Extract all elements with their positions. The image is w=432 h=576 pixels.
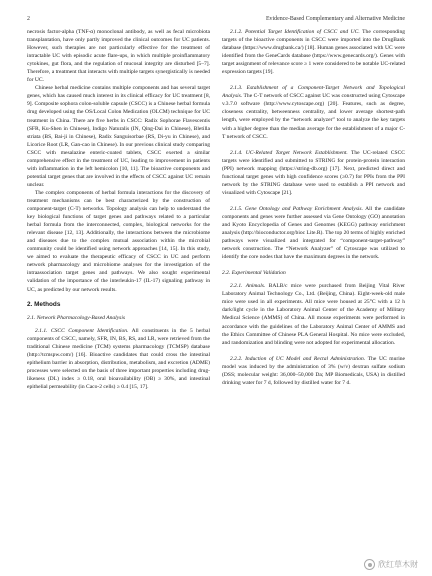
left-column	[27, 28, 210, 556]
watermark	[364, 559, 418, 570]
subsection-heading-2-2: 2.2. Experimental Validation	[222, 270, 286, 277]
paragraph-2-2-2	[222, 355, 405, 387]
paragraph-2-2-1-body: BALB/c mice were purchased from Beijing Vital River Laboratory Animal Technology Co., Ltd. (Beijing, China). Eight-week-old male mice were used in all experiments. All mice were housed at 25°C with a 12 h dark/light cycle in the Laboratory Animal Center of the Academy of Military Medical Science (AMMS) of China. All mouse experiments were performed in accordance with the guidelines of the Laboratory Animal Center of AMMS and the Ethics Committee of Chinese PLA General Hospital. No mice were excluded, and randomization and blinding were not adopted for experimental allocation.	[222, 283, 405, 346]
paragraph-2-1-3	[222, 84, 405, 140]
paragraph-2-1-2-lead: 2.1.2. Potential Target Identification of CSCC and UC.	[230, 29, 360, 35]
paragraph-2-1-5-lead: 2.1.5. Gene Ontology and Pathway Enrichment Analysis.	[230, 205, 363, 212]
paragraph-2-1-1-lead: 2.1.1. CSCC Component Identification.	[35, 327, 129, 334]
intro-paragraph-3: The complex components of herbal formula interactions for the discovery of treatment mechanisms can be best characterized by the construction of component-target (C-T) networks. Topology analysis can help to understand the key biological functions of target genes and pathways related to a particular herbal formula from the interconnected, complex, biological networks for the relevant disease [12, 13]. Additionally, the interactions between the microbiome and diseases due to the complex mutual association within the microbial community could be identified using network approaches [14, 15]. In this study, we aimed to evaluate the therapeutic efficacy of CSCC in UC and perform network pharmacology and microbiome analyses for the investigation of the intraassociation target genes and pathways. We also sought experimental validation of the importance of the interleukin-17 (IL-17) signaling pathway in UC, as predicted by our network results.	[27, 189, 210, 293]
paragraph-2-2-1-lead: 2.2.1. Animals.	[230, 283, 266, 290]
intro-paragraph-1: necrosis factor-alpha (TNF-α) monoclonal antibody, as well as fecal microbiota transplantation, have only partly improved the clinical outcomes for UC patients. However, such therapies are not particularly effective for the treatment of intractable UC with episodic acute flare-ups, in which multiple proinflammatory cytokines, gut flora, and the regulation of mucosal integrity are disturbed [5–7]. Therefore, a treatment that interacts with multiple targets synergistically is needed for UC.	[27, 29, 210, 84]
methods-heading: 2. Methods	[27, 300, 61, 308]
running-header	[27, 16, 405, 22]
paragraph-2-1-4	[222, 149, 405, 197]
right-column	[222, 28, 405, 556]
article-body	[27, 28, 405, 556]
watermark-logo-icon	[364, 559, 375, 570]
paragraph-2-2-2-lead: 2.2.2. Induction of UC Model and Rectal Administration.	[230, 355, 366, 362]
watermark-text: 欣红草木财	[378, 560, 418, 569]
paragraph-2-1-3-body: The C-T network of CSCC against UC was constructed using Cytoscape v.3.7.0 software (http://www.cytoscape.org) [20]. Features, such as degree, closeness centrality, betweenness centrality, and lower average shortest-path length, were employed by the “network analyzer” tool to analyze the key targets with a higher degree than the median average for the establishment of a major C-T network of CSCC.	[222, 93, 405, 140]
paragraph-2-1-4-lead: 2.1.4. UC-Related Target Network Establishment.	[230, 149, 348, 156]
paragraph-2-1-4-body: The UC-related CSCC targets were identified and submitted to STRING for protein-protein interaction (PPI) network mapping (https://string-db.org) [17]. Next, predicted direct and functional target genes with high confidence scores (≥0.7) for PPIs from the PPI network by the STRING database were used to establish a PPI network and visualized with Cytoscape [21].	[222, 149, 405, 196]
subsection-heading-2-1: 2.1. Network Pharmacology-Based Analysis	[27, 314, 126, 321]
paragraph-2-1-2	[222, 28, 405, 76]
paragraph-2-1-1-body: All constituents in the 5 herbal components of CSCC, namely, SFR, IN, BS, RS, and LR, were retrieved from the traditional Chinese medicine (TCM) systems pharmacology (TCMSP) database (http://tcmspw.com/) [16]. Bioactive candidates that could cross the intestinal epithelium barrier in absorption, distribution, metabolism, and excretion (ADME) processes were selected on the basis of three important properties including drug-likeness (DL) index ≥ 0.18, oral bioavailability (OB) ≥ 30%, and intestinal epithelial permeability (in Caco-2 cells) ≥ 0.4 [15, 17].	[27, 327, 210, 390]
intro-paragraph-2: Chinese herbal medicine contains multiple components and has several target genes, which has caused much interest in its clinical efficacy for UC treatment [8, 9]. Composite sophora colon-soluble capsule (CSCC) is a Chinese herbal formula drug developed using the OS/Local Colon Medication (OLCM) technique for UC treatment in China. There are five herbs in CSCC: Radix Sophorae Flavescentis (SFR, Ku-Shen in Chinese), Indigo Naturalis (IN, Qing-Dai in Chinese), Bletilla striata (BS, Bai-ji in Chinese), Radix Sanguisorbae (RS, Di-yu in Chinese), and Licorice Root (LR, Gan-cao in Chinese). In our previous clinical study comparing CSCC with mesalazine enteric-coated tablets, CSCC exerted a similar comprehensive effect in the treatment of UC, leading to improvement in patients with inflammation in the left hemicolon [10, 11]. The bioactive components and potential target genes that are involved in the effects of CSCC against UC remain unclear.	[27, 85, 210, 188]
paragraph-2-1-2-body: The corresponding targets of the bioactive components in CSCC were imported into the DrugBank database (https://www.drugbank.ca/) [18]. Human genes associated with UC were identified from the GeneCards database (https://www.genecards.org/). Genes with target assignment of relevance score ≥ 1 were considered to be notable UC-related expression targets [19].	[222, 29, 405, 76]
paragraph-2-1-1	[27, 327, 210, 391]
paragraph-2-2-1	[222, 282, 405, 346]
journal-title: Evidence-Based Complementary and Alternative Medicine	[265, 16, 405, 22]
page-number: 2	[27, 16, 30, 22]
paragraph-2-2-2-body: The UC murine model was induced by the administration of 3% (w/v) dextran sulfate sodium (DSS; molecular weight: 36,000–50,000 Da; MP Biomedicals, USA) in distilled drinking water for 7 d, followed by distilled water for 7 d.	[222, 355, 405, 386]
paragraph-2-1-5	[222, 205, 405, 261]
paragraph-2-1-3-lead: 2.1.3. Establishment of a Component-Target Network and Topological Analysis.	[222, 85, 405, 100]
paragraph-2-1-5-body: All the candidate components and genes were further assessed via Gene Ontology (GO) annotation and Kyoto Encyclopedia of Genes and Genomes (KEGG) pathway enrichment analysis (http://bioconductor.org/bioc Lite.R). The top 20 terms of highly enriched pathways were visualized and integrated for “component-target-pathway” network construction. The “Network Analyzer” of Cytoscape was utilized to identify the core nodes that have the maximum degrees in the network.	[222, 205, 405, 261]
